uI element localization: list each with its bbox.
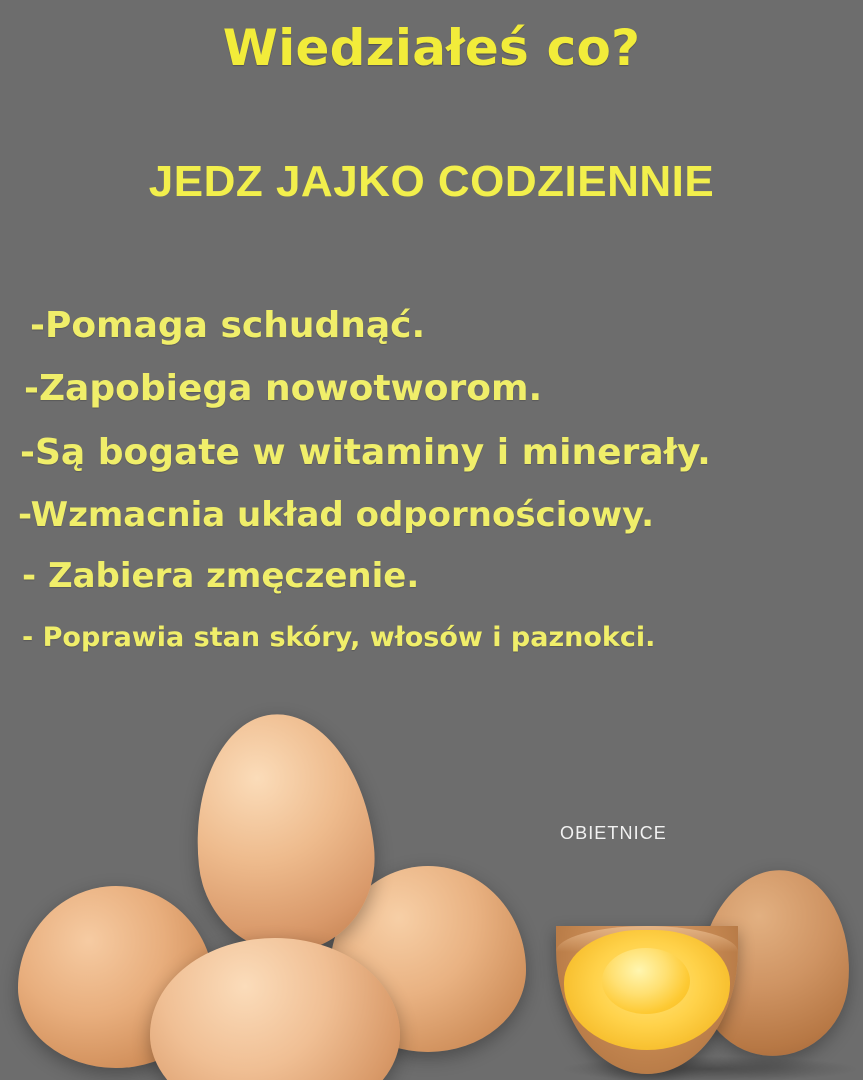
list-item: -Wzmacnia układ odpornościowy. (18, 495, 655, 536)
subtitle: JEDZ JAJKO CODZIENNIE (148, 157, 715, 206)
cracked-egg-shell (556, 926, 738, 1074)
list-item: -Pomaga schudnąć. (30, 305, 426, 346)
egg-photo (0, 690, 863, 1080)
benefits-list (18, 305, 848, 653)
page-title: Wiedziałeś co? (222, 19, 641, 77)
watermark-label: OBIETNICE (560, 823, 667, 843)
list-item: -Są bogate w witaminy i minerały. (20, 431, 711, 473)
list-item: -Zapobiega nowotworom. (24, 368, 543, 410)
list-item: - Poprawia stan skóry, włosów i paznokci. (22, 621, 656, 653)
egg-yolk (602, 948, 690, 1014)
list-item: - Zabiera zmęczenie. (22, 555, 420, 596)
